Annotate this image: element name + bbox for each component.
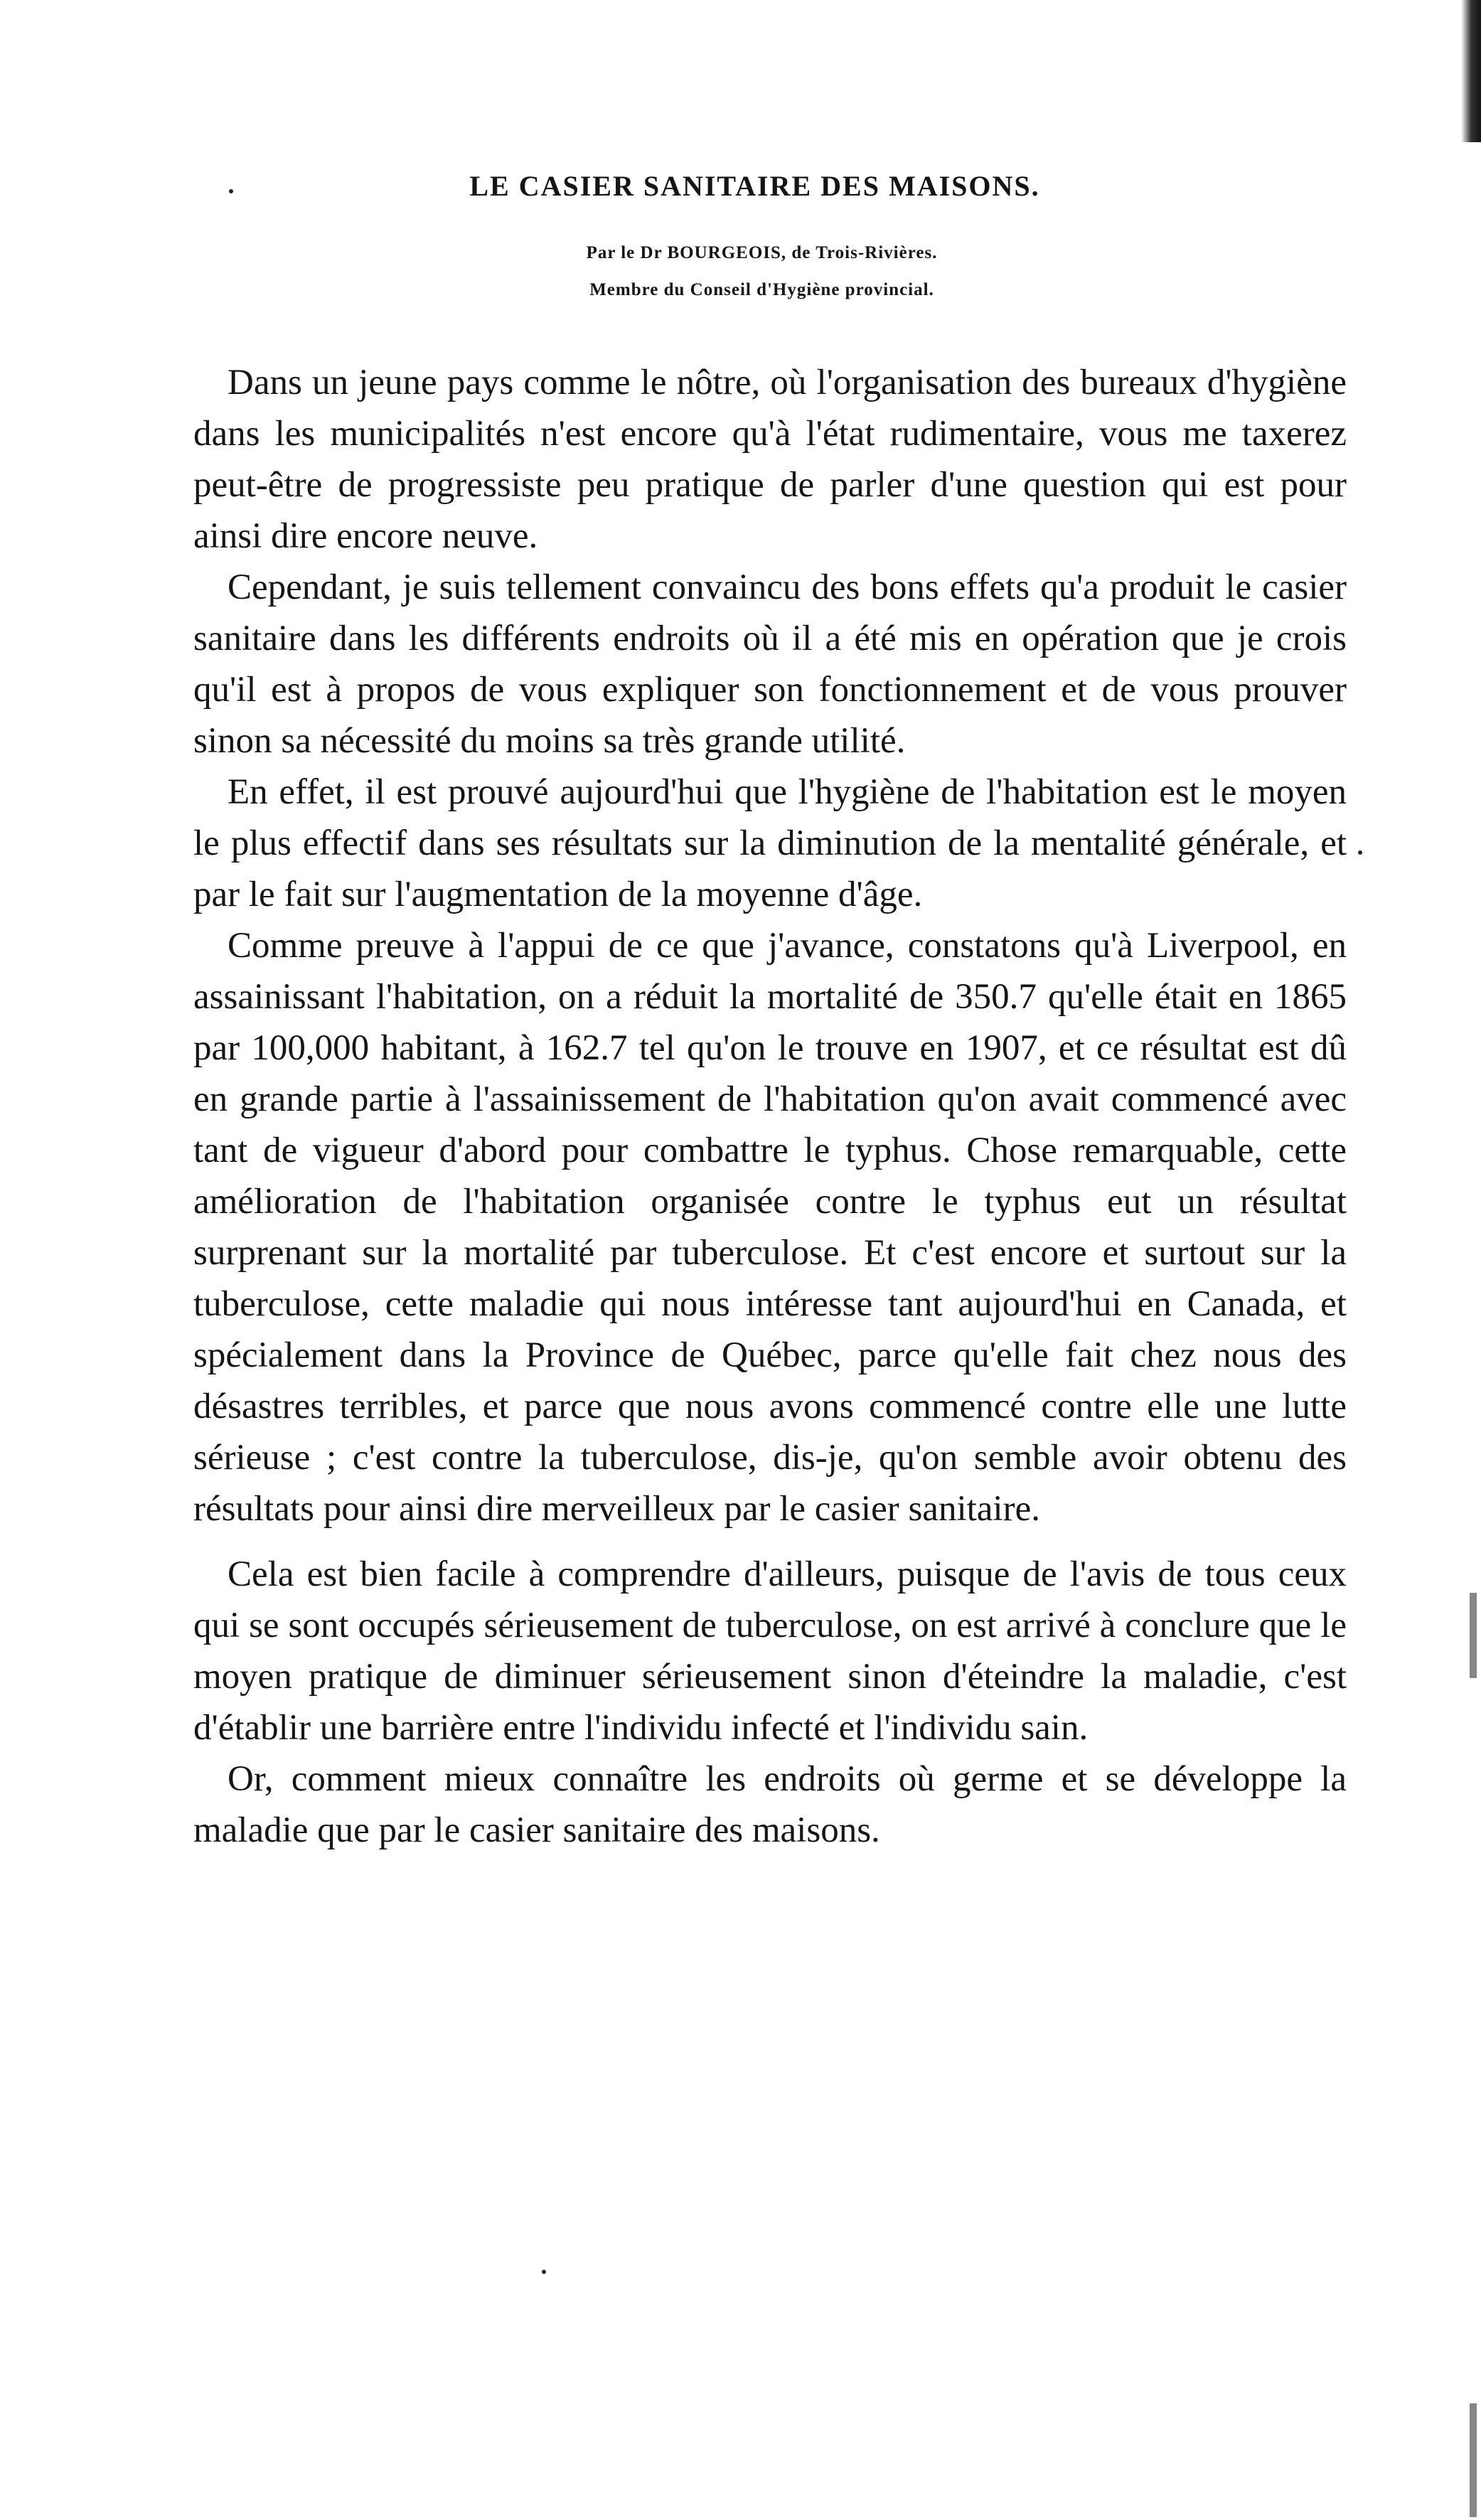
author-affiliation: Membre du Conseil d'Hygiène provincial. [589,280,934,299]
scan-edge-shadow [1461,0,1481,142]
article-title: LE CASIER SANITAIRE DES MAISONS. [469,170,1040,202]
author-line: Par le Dr BOURGEOIS, de Trois-Rivières. [586,243,938,262]
paragraph: Or, comment mieux connaître les endroits où germe et se développe la maladie que par le casier sanitaire des maisons. [193,1759,1347,1850]
paragraph: Cependant, je suis tellement convaincu des bons effets qu'a produit le casier sanitaire dans les différents endroits où il a été mis en opération que je crois qu'il est à propos de vous expliquer son fonctionnement et de vous prouver sinon sa nécessité du moins sa très grande utilité. [193,567,1347,761]
scan-edge-mark [1470,2403,1477,2517]
paragraph: En effet, il est prouvé aujourd'hui que l'hygiène de l'habitation est le moyen le plus effectif dans ses résultats sur la diminution de la mentalité générale, et par le fait sur l'augmentation de la moyenne d'âge. [193,772,1347,914]
ink-speck [542,2270,546,2274]
paragraph: Cela est bien facile à comprendre d'ailleurs, puisque de l'avis de tous ceux qui se sont occupés sérieusement de tuberculose, on est arrivé à conclure que le moyen pratique de diminuer sérieusement sinon d'éteindre la maladie, c'est d'établir une barrière entre l'individu infecté et l'individu sain. [193,1554,1347,1748]
ink-speck [1358,850,1362,855]
paragraph: Comme preuve à l'appui de ce que j'avance, constatons qu'à Liverpool, en assainissant l'habitation, on a réduit la mortalité de 350.7 qu'elle était en 1865 par 100,000 habitant, à 162.7 tel qu'on le trouve en 1907, et ce résultat est dû en grande partie à l'assainissement de l'habitation qu'on avait commencé avec tant de vigueur d'abord pour combattre le typhus. Chose remarquable, cette amélioration de l'habitation organisée contre le typhus eut un résultat surprenant sur la mortalité par tuberculose. Et c'est encore et surtout sur la tuberculose, cette maladie qui nous intéresse tant aujourd'hui en Canada, et spécialement dans la Province de Québec, parce qu'elle fait chez nous des désastres terribles, et parce que nous avons commencé contre elle une lutte sérieuse ; c'est contre la tuberculose, dis-je, qu'on semble avoir obtenu des résultats pour ainsi dire merveilleux par le casier sanitaire. [193,926,1347,1529]
article-body [193,357,1347,1856]
scan-edge-mark [1470,1593,1477,1678]
paragraph: Dans un jeune pays comme le nôtre, où l'organisation des bureaux d'hygiène dans les municipalités n'est encore qu'à l'état rudimentaire, vous me taxerez peut-être de progressiste peu pratique de parler d'une question qui est pour ainsi dire encore neuve. [193,363,1347,556]
